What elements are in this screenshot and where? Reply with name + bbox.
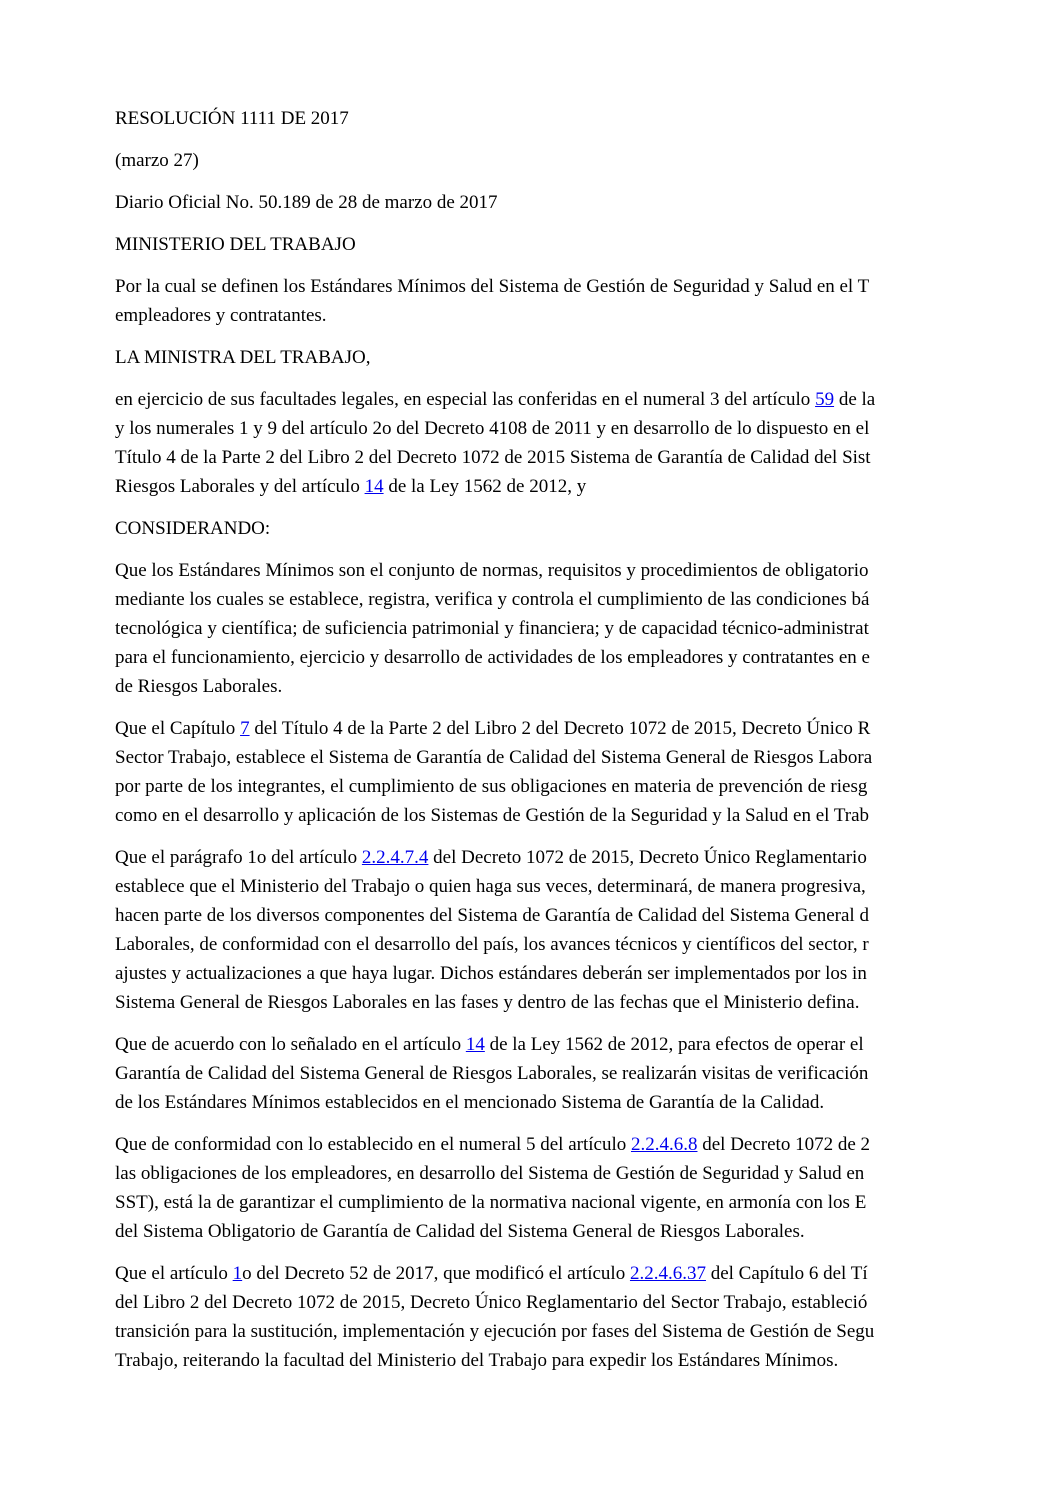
text-line: empleadores y contratantes. <box>115 305 327 326</box>
text-line: (marzo 27) <box>115 150 199 171</box>
text-line: Garantía de Calidad del Sistema General de Riesgos Laborales, se realizarán visitas de verificación <box>115 1063 869 1084</box>
article-reference-link[interactable]: 7 <box>240 718 250 739</box>
text-line: Título 4 de la Parte 2 del Libro 2 del Decreto 1072 de 2015 Sistema de Garantía de Calidad del Sist <box>115 447 871 468</box>
text-line: las obligaciones de los empleadores, en desarrollo del Sistema de Gestión de Seguridad y Salud en <box>115 1163 865 1184</box>
article-reference-link[interactable]: 14 <box>364 476 384 497</box>
text-line: de Riesgos Laborales. <box>115 676 283 697</box>
text-line: SST), está la de garantizar el cumplimiento de la normativa nacional vigente, en armonía con los E <box>115 1192 867 1213</box>
article-reference-link[interactable]: 2.2.4.7.4 <box>361 847 429 868</box>
text-line: transición para la sustitución, implementación y ejecución por fases del Sistema de Gestión de Segu <box>115 1321 875 1342</box>
text-line: Que los Estándares Mínimos son el conjunto de normas, requisitos y procedimientos de obligatorio <box>115 560 869 581</box>
article-reference-link[interactable]: 2.2.4.6.37 <box>629 1263 706 1284</box>
text-line: Por la cual se definen los Estándares Mínimos del Sistema de Gestión de Seguridad y Salud en el T <box>115 276 870 297</box>
text-line: en ejercicio de sus facultades legales, en especial las conferidas en el numeral 3 del artículo 59 de la <box>115 389 876 410</box>
text-line: Que el parágrafo 1o del artículo 2.2.4.7.4 del Decreto 1072 de 2015, Decreto Único Reglamentario <box>115 847 867 868</box>
text-line: RESOLUCIÓN 1111 DE 2017 <box>115 108 349 129</box>
text-line: CONSIDERANDO: <box>115 518 271 539</box>
paragraph <box>115 188 963 217</box>
text-line: Diario Oficial No. 50.189 de 28 de marzo de 2017 <box>115 192 498 213</box>
text-line: hacen parte de los diversos componentes del Sistema de Garantía de Calidad del Sistema General d <box>115 905 869 926</box>
text-line: mediante los cuales se establece, registra, verifica y controla el cumplimiento de las condiciones bá <box>115 589 870 610</box>
text-line: Que el artículo 1o del Decreto 52 de 2017, que modificó el artículo 2.2.4.6.37 del Capítulo 6 del Tí <box>115 1263 868 1284</box>
paragraph <box>115 714 963 830</box>
text-line: del Libro 2 del Decreto 1072 de 2015, Decreto Único Reglamentario del Sector Trabajo, estableció <box>115 1292 868 1313</box>
text-line: Sistema General de Riesgos Laborales en las fases y dentro de las fechas que el Ministerio defina. <box>115 992 860 1013</box>
text-line: Que el Capítulo 7 del Título 4 de la Parte 2 del Libro 2 del Decreto 1072 de 2015, Decreto Único R <box>115 718 871 739</box>
paragraph <box>115 385 963 501</box>
article-reference-link[interactable]: 2.2.4.6.8 <box>630 1134 698 1155</box>
text-line: LA MINISTRA DEL TRABAJO, <box>115 347 371 368</box>
article-reference-link[interactable]: 1 <box>232 1263 243 1284</box>
text-line: como en el desarrollo y aplicación de los Sistemas de Gestión de la Seguridad y la Salud en el Trab <box>115 805 870 826</box>
article-reference-link[interactable]: 59 <box>815 389 835 410</box>
text-line: tecnológica y científica; de suficiencia patrimonial y financiera; y de capacidad técnico-administrat <box>115 618 869 639</box>
paragraph <box>115 1259 963 1375</box>
text-line: Que de acuerdo con lo señalado en el artículo 14 de la Ley 1562 de 2012, para efectos de operar el <box>115 1034 864 1055</box>
paragraph <box>115 104 963 133</box>
text-line: establece que el Ministerio del Trabajo o quien haga sus veces, determinará, de manera progresiva, <box>115 876 866 897</box>
paragraph <box>115 230 963 259</box>
paragraph <box>115 1130 963 1246</box>
text-line: Que de conformidad con lo establecido en el numeral 5 del artículo 2.2.4.6.8 del Decreto 1072 de 2 <box>115 1134 871 1155</box>
text-line: por parte de los integrantes, el cumplimiento de sus obligaciones en materia de prevención de riesg <box>115 776 868 797</box>
paragraph <box>115 843 963 1017</box>
paragraph <box>115 272 963 330</box>
text-line: para el funcionamiento, ejercicio y desarrollo de actividades de los empleadores y contratantes en e <box>115 647 870 668</box>
article-reference-link[interactable]: 14 <box>465 1034 485 1055</box>
text-line: Riesgos Laborales y del artículo 14 de la Ley 1562 de 2012, y <box>115 476 587 497</box>
text-line: Trabajo, reiterando la facultad del Ministerio del Trabajo para expedir los Estándares Mínimos. <box>115 1350 839 1371</box>
text-line: Laborales, de conformidad con el desarrollo del país, los avances técnicos y científicos del sector, r <box>115 934 869 955</box>
text-line: ajustes y actualizaciones a que haya lugar. Dichos estándares deberán ser implementados por los in <box>115 963 867 984</box>
paragraph <box>115 343 963 372</box>
text-line: MINISTERIO DEL TRABAJO <box>115 234 356 255</box>
text-line: de los Estándares Mínimos establecidos en el mencionado Sistema de Garantía de la Calidad. <box>115 1092 825 1113</box>
text-line: Sector Trabajo, establece el Sistema de Garantía de Calidad del Sistema General de Riesgos Labora <box>115 747 873 768</box>
paragraph <box>115 514 963 543</box>
text-line: del Sistema Obligatorio de Garantía de Calidad del Sistema General de Riesgos Laborales. <box>115 1221 805 1242</box>
paragraph <box>115 1030 963 1117</box>
text-clip-region <box>115 104 963 1388</box>
text-line: y los numerales 1 y 9 del artículo 2o del Decreto 4108 de 2011 y en desarrollo de lo dispuesto en el <box>115 418 870 439</box>
paragraph <box>115 556 963 701</box>
paragraph <box>115 146 963 175</box>
